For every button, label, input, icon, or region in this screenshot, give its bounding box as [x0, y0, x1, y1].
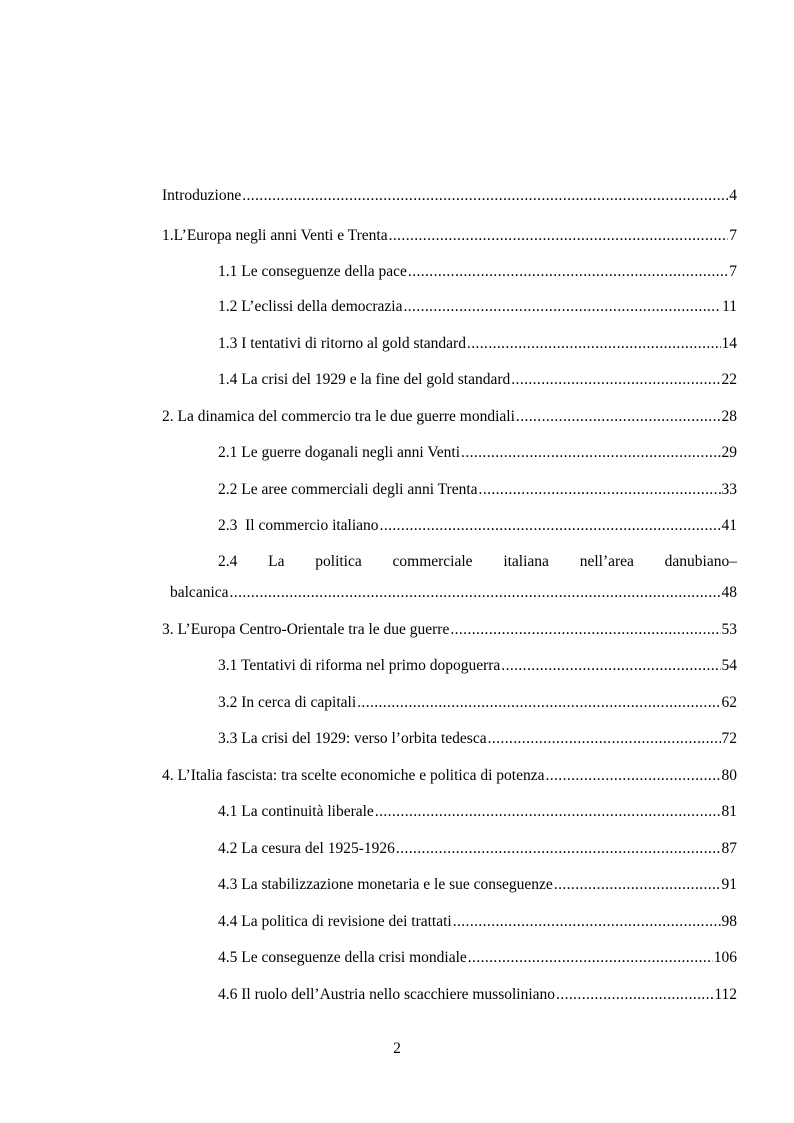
toc-entry-page: 28 [721, 408, 737, 425]
toc-entry-2-4-line1: 2.4 La politica commerciale italiana nell’area danubiano– [218, 553, 737, 570]
toc-entry-title: 4.5 Le conseguenze della crisi mondiale [218, 949, 467, 966]
toc-entry-title: 4.2 La cesura del 1925-1926 [218, 840, 395, 857]
toc-entry-2-1 [218, 443, 737, 463]
toc-entry-title: 2.1 Le guerre doganali negli anni Venti [218, 444, 461, 461]
toc-entry-title: 4. L’Italia fascista: tra scelte economiche e politica di potenza [162, 767, 545, 784]
toc-entry-page: 81 [721, 803, 737, 820]
toc-entry-title: 1.4 La crisi del 1929 e la fine del gold standard [218, 371, 511, 388]
toc-entry-page: 7 [729, 227, 737, 244]
toc-entry-page: 98 [721, 913, 737, 930]
toc-entry-1-4 [218, 370, 737, 390]
dot-leader [545, 766, 720, 786]
toc-entry-page: 33 [721, 481, 737, 498]
toc-entry-introduzione [162, 186, 737, 206]
toc-entry-3-2 [218, 693, 737, 713]
toc-entry-page: 53 [721, 621, 737, 638]
toc-entry-title: 4.4 La politica di revisione dei trattati [218, 913, 452, 930]
toc-entry-3-1 [218, 656, 737, 676]
toc-entry-page: 87 [721, 840, 737, 857]
toc-entry-page: 80 [721, 767, 737, 784]
dot-leader [357, 693, 720, 713]
dot-leader [461, 443, 720, 463]
toc-entry-page: 72 [721, 730, 737, 747]
toc-entry-2-3 [218, 516, 737, 536]
toc-entry-chapter-1 [162, 226, 737, 246]
dot-leader [501, 656, 720, 676]
dot-leader [396, 839, 721, 859]
toc-entry-title: 1.L’Europa negli anni Venti e Trenta [162, 227, 388, 244]
dot-leader [450, 620, 720, 640]
toc-entry-3-3 [218, 729, 737, 749]
toc-entry-4-3 [218, 875, 737, 895]
dot-leader [375, 802, 721, 822]
toc-entry-title: balcanica [170, 584, 229, 601]
toc-entry-chapter-3 [162, 620, 737, 640]
toc-entry-1-2 [218, 297, 737, 317]
toc-entry-chapter-2 [162, 407, 737, 427]
toc-entry-page: 29 [721, 444, 737, 461]
toc-entry-title: 3. L’Europa Centro-Orientale tra le due guerre [162, 621, 450, 638]
toc-entry-title: 3.2 In cerca di capitali [218, 694, 357, 711]
toc-entry-title: 1.1 Le conseguenze della pace [218, 263, 407, 280]
toc-entry-title: 1.3 I tentativi di ritorno al gold standard [218, 335, 466, 352]
dot-leader [467, 334, 721, 354]
toc-entry-page: 4 [729, 187, 737, 204]
toc-entry-title: 3.1 Tentativi di riforma nel primo dopoguerra [218, 657, 501, 674]
dot-leader [516, 407, 721, 427]
dot-leader [404, 297, 722, 317]
dot-leader [554, 875, 721, 895]
toc-entry-1-1 [218, 262, 737, 282]
toc-entry-title: 2.2 Le aree commerciali degli anni Trenta [218, 481, 478, 498]
toc-entry-4-6 [218, 985, 737, 1005]
toc-entry-page: 41 [721, 517, 737, 534]
dot-leader [468, 948, 713, 968]
toc-entry-title: 4.3 La stabilizzazione monetaria e le sue conseguenze [218, 876, 553, 893]
dot-leader [408, 262, 728, 282]
toc-entry-title: 2.3 Il commercio italiano [218, 517, 379, 534]
dot-leader [479, 480, 721, 500]
toc-entry-page: 62 [721, 694, 737, 711]
toc-entry-1-3 [218, 334, 737, 354]
toc-entry-title: 1.2 L’eclissi della democrazia [218, 298, 403, 315]
dot-leader [380, 516, 721, 536]
toc-entry-2-4-line2 [170, 583, 737, 603]
toc-entry-title: Introduzione [162, 187, 242, 204]
page-number: 2 [393, 1040, 401, 1057]
dot-leader [389, 226, 729, 246]
toc-entry-2-2 [218, 480, 737, 500]
dot-leader [556, 985, 713, 1005]
toc-entry-page: 22 [721, 371, 737, 388]
toc-entry-title: 2. La dinamica del commercio tra le due guerre mondiali [162, 408, 515, 425]
toc-entry-page: 112 [714, 986, 737, 1003]
toc-entry-4-1 [218, 802, 737, 822]
toc-entry-title: 3.3 La crisi del 1929: verso l’orbita tedesca [218, 730, 487, 747]
toc-entry-4-4 [218, 912, 737, 932]
toc-entry-4-2 [218, 839, 737, 859]
toc-entry-title: 4.1 La continuità liberale [218, 803, 374, 820]
toc-entry-page: 48 [721, 584, 737, 601]
dot-leader [488, 729, 721, 749]
toc-entry-page: 54 [721, 657, 737, 674]
toc-entry-page: 14 [721, 335, 737, 352]
dot-leader [242, 186, 728, 206]
toc-entry-4-5 [218, 948, 737, 968]
toc-entry-title: 4.6 Il ruolo dell’Austria nello scacchiere mussoliniano [218, 986, 556, 1003]
dot-leader [511, 370, 720, 390]
toc-entry-page: 7 [729, 263, 737, 280]
toc-entry-page: 91 [721, 876, 737, 893]
dot-leader [230, 583, 721, 603]
toc-entry-page: 106 [713, 949, 737, 966]
dot-leader [453, 912, 721, 932]
toc-entry-page: 11 [722, 298, 737, 315]
toc-entry-chapter-4 [162, 766, 737, 786]
